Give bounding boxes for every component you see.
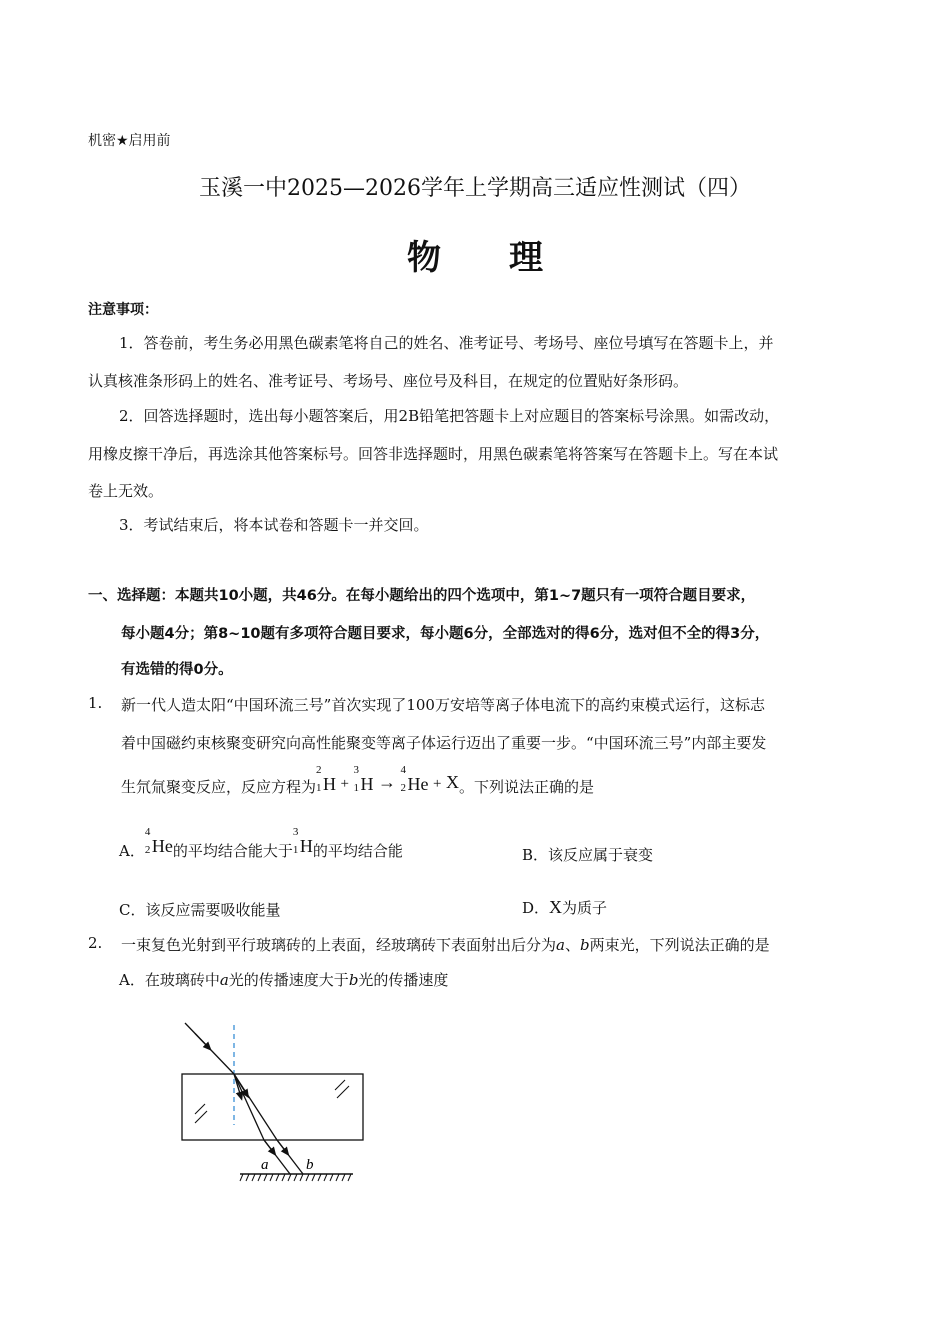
exam-title: 玉溪一中2025—2026学年上学期高三适应性测试（四） (199, 176, 751, 201)
q1-number: 1. (88, 694, 103, 712)
glass-brick-diagram (175, 1015, 375, 1190)
notice-heading: 注意事项： (88, 302, 158, 318)
q1-line3-suffix: 。下列说法正确的是 (458, 778, 594, 796)
q2-option-a: A．在玻璃砖中a光的传播速度大于b光的传播速度 (119, 971, 449, 989)
notice-1-line2: 认真核准条形码上的姓名、准考证号、考场号、座位号及科目，在规定的位置贴好条形码。 (88, 372, 689, 390)
q1-option-c: C．该反应需要吸收能量 (119, 901, 281, 919)
refracted-ray-a (234, 1074, 264, 1140)
q1-option-a: A． 4 2 He 的平均结合能大于 3 1 H 的平均结合能 (119, 826, 403, 860)
q2-number: 2. (88, 934, 103, 952)
fusion-equation: 2 1 H + 3 1 H → 4 2 He + X (316, 763, 459, 794)
notice-2-line3: 卷上无效。 (88, 482, 164, 500)
notice-3: 3．考试结束后，将本试卷和答题卡一并交回。 (119, 516, 429, 534)
subject-title: 物 理 (407, 238, 543, 278)
notice-2-line2: 用橡皮擦干净后，再选涂其他答案标号。回答非选择题时，用黑色碳素笔将答案写在答题卡上。写在本试 (88, 445, 779, 463)
q1-option-b: B．该反应属于衰变 (522, 846, 654, 864)
confidential-label: 机密★启用前 (88, 133, 171, 149)
q1-option-d: D． X 为质子 (522, 897, 608, 917)
notice-2-line1: 2．回答选择题时，选出每小题答案后，用2B铅笔把答题卡上对应题目的答案标号涂黑。如需改动， (119, 407, 780, 425)
notice-1-line1: 1．答卷前，考生务必用黑色碳素笔将自己的姓名、准考证号、考场号、座位号填写在答题卡上，并 (119, 334, 774, 352)
q2-stem: 一束复色光射到平行玻璃砖的上表面，经玻璃砖下表面射出后分为a、b两束光，下列说法正确的是 (121, 936, 770, 954)
incident-ray (185, 1023, 234, 1074)
section1-line3: 有选错的得0分。 (121, 662, 233, 678)
q1-line3 (121, 763, 594, 797)
glass-block (182, 1074, 363, 1140)
section1-line1: 一、选择题：本题共10小题，共46分。在每小题给出的四个选项中，第1~7题只有一项符合题目要求， (88, 588, 756, 604)
section1-line2: 每小题4分；第8~10题有多项符合题目要求，每小题6分，全部选对的得6分，选对但不全的得3分， (121, 626, 770, 642)
q1-line3-prefix: 生氘氚聚变反应，反应方程为 (121, 778, 317, 796)
q1-line2: 着中国磁约束核聚变研究向高性能聚变等离子体运行迈出了重要一步。“中国环流三号”内部主要发 (121, 734, 767, 752)
label-a: a (261, 1157, 269, 1173)
label-b: b (306, 1157, 314, 1173)
q1-line1: 新一代人造太阳“中国环流三号”首次实现了100万安培等离子体电流下的高约束模式运行，这标志 (121, 696, 765, 714)
